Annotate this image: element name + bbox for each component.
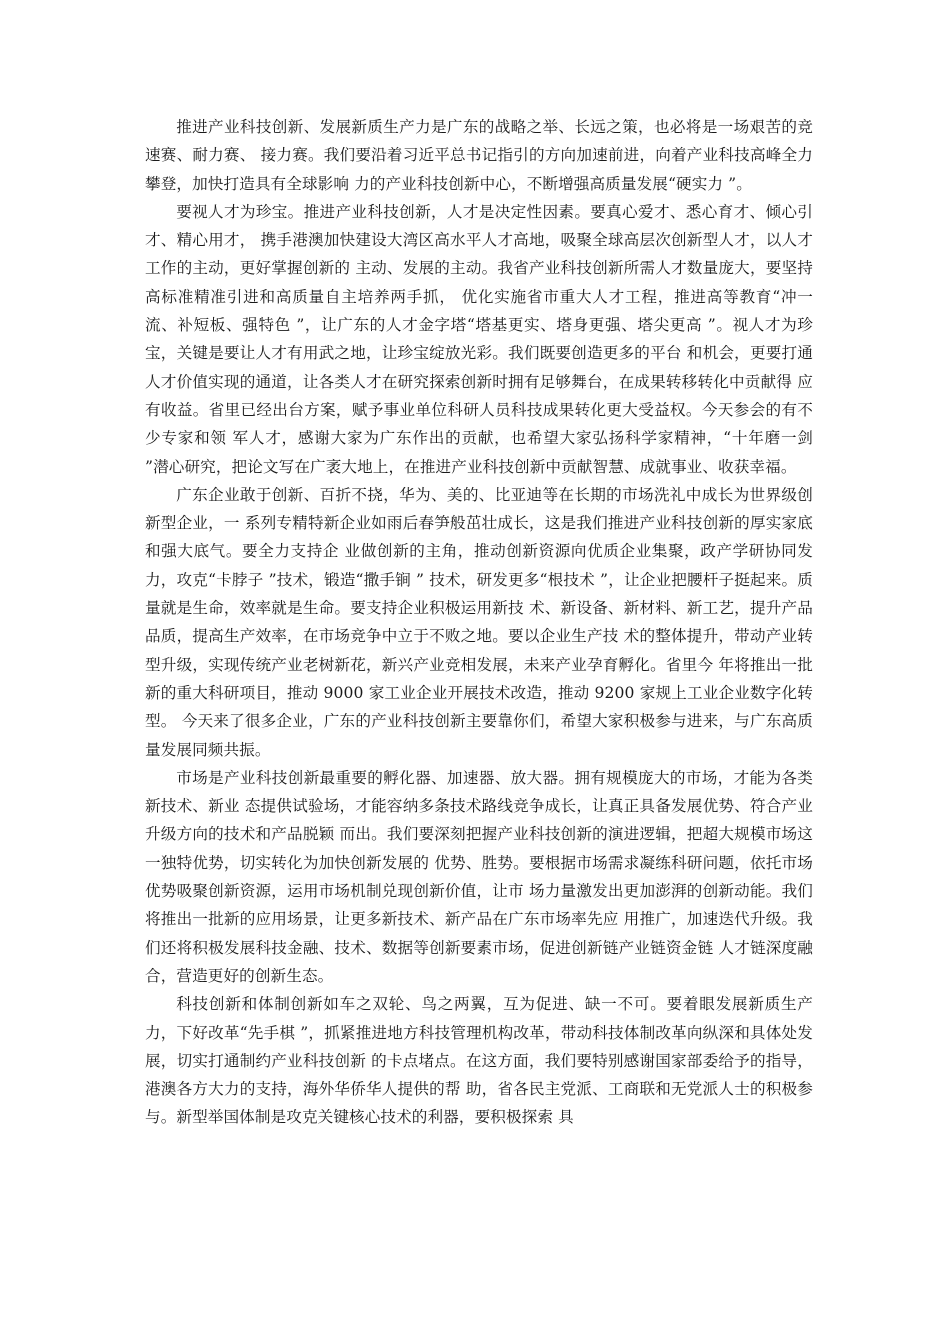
paragraph-3: 广东企业敢于创新、百折不挠，华为、美的、比亚迪等在长期的市场洗礼中成长为世界级创新型企业，一 系列专精特新企业如雨后春笋般茁壮成长，这是我们推进产业科技创新的厚实家底和强大底气。要全力支持企 业做创新的主角，推动创新资源向优质企业集聚，政产学研协同发力，攻克“卡脖子 ”技术，锻造“撒手锏 ” 技术，研发更多“根技术 ”，让企业把腰杆子挺起来。质量就是生命，效率就是生命。要支持企业积极运用新技 术、新设备、新材料、新工艺，提升产品品质，提高生产效率，在市场竞争中立于不败之地。要以企业生产技 术的整体提升，带动产业转型升级，实现传统产业老树新花，新兴产业竞相发展，未来产业孕育孵化。省里今 年将推出一批新的重大科研项目，推动 9000 家工业企业开展技术改造，推动 9200 家规上工业企业数字化转型。 今天来了很多企业，广东的产业科技创新主要靠你们，希望大家积极参与进来，与广东高质量发展同频共振。: [145, 485, 813, 759]
paragraph-2: 要视人才为珍宝。推进产业科技创新，人才是决定性因素。要真心爱才、悉心育才、倾心引才、精心用才， 携手港澳加快建设大湾区高水平人才高地，吸聚全球高层次创新型人才，以人才工作的主动，更好掌握创新的 主动、发展的主动。我省产业科技创新所需人才数量庞大，要坚持高标准精准引进和高质量自主培养两手抓， 优化实施省市重大人才工程，推进高等教育“冲一流、补短板、强特色 ”，让广东的人才金字塔“塔基更实、塔身更强、塔尖更高 ”。视人才为珍宝，关键是要让人才有用武之地，让珍宝绽放光彩。我们既要创造更多的平台 和机会，更要打通人才价值实现的通道，让各类人才在研究探索创新时拥有足够舞台，在成果转移转化中贡献得 应有收益。省里已经出台方案，赋予事业单位科研人员科技成果转化更大受益权。今天参会的有不少专家和领 军人才，感谢大家为广东作出的贡献，也希望大家弘扬科学家精神，“十年磨一剑 ”潜心研究，把论文写在广袤大地上，在推进产业科技创新中贡献智慧、成就事业、收获幸福。: [145, 202, 813, 476]
paragraph-4: 市场是产业科技创新最重要的孵化器、加速器、放大器。拥有规模庞大的市场，才能为各类新技术、新业 态提供试验场，才能容纳多条技术路线竞争成长，让真正具备发展优势、符合产业升级方向的技术和产品脱颖 而出。我们要深刻把握产业科技创新的演进逻辑，把超大规模市场这一独特优势，切实转化为加快创新发展的 优势、胜势。要根据市场需求凝练科研问题，依托市场优势吸聚创新资源，运用市场机制兑现创新价值，让市 场力量激发出更加澎湃的创新动能。我们将推出一批新的应用场景，让更多新技术、新产品在广东市场率先应 用推广，加速迭代升级。我们还将积极发展科技金融、技术、数据等创新要素市场，促进创新链产业链资金链 人才链深度融合，营造更好的创新生态。: [145, 768, 813, 985]
paragraph-5: 科技创新和体制创新如车之双轮、鸟之两翼，互为促进、缺一不可。要着眼发展新质生产力，下好改革“先手棋 ”，抓紧推进地方科技管理机构改革，带动科技体制改革向纵深和具体处发展，切实打通制约产业科技创新 的卡点堵点。在这方面，我们要特别感谢国家部委给予的指导，港澳各方大力的支持，海外华侨华人提供的帮 助，省各民主党派、工商联和无党派人士的积极参与。新型举国体制是攻克关键核心技术的利器，要积极探索 具: [145, 995, 813, 1127]
paragraph-1: 推进产业科技创新、发展新质生产力是广东的战略之举、长远之策，也必将是一场艰苦的竞速赛、耐力赛、 接力赛。我们要沿着习近平总书记指引的方向加速前进，向着产业科技高峰全力攀登，加快打造具有全球影响 力的产业科技创新中心，不断增强高质量发展“硬实力 ”。: [145, 118, 813, 193]
document-body: [145, 113, 813, 1132]
